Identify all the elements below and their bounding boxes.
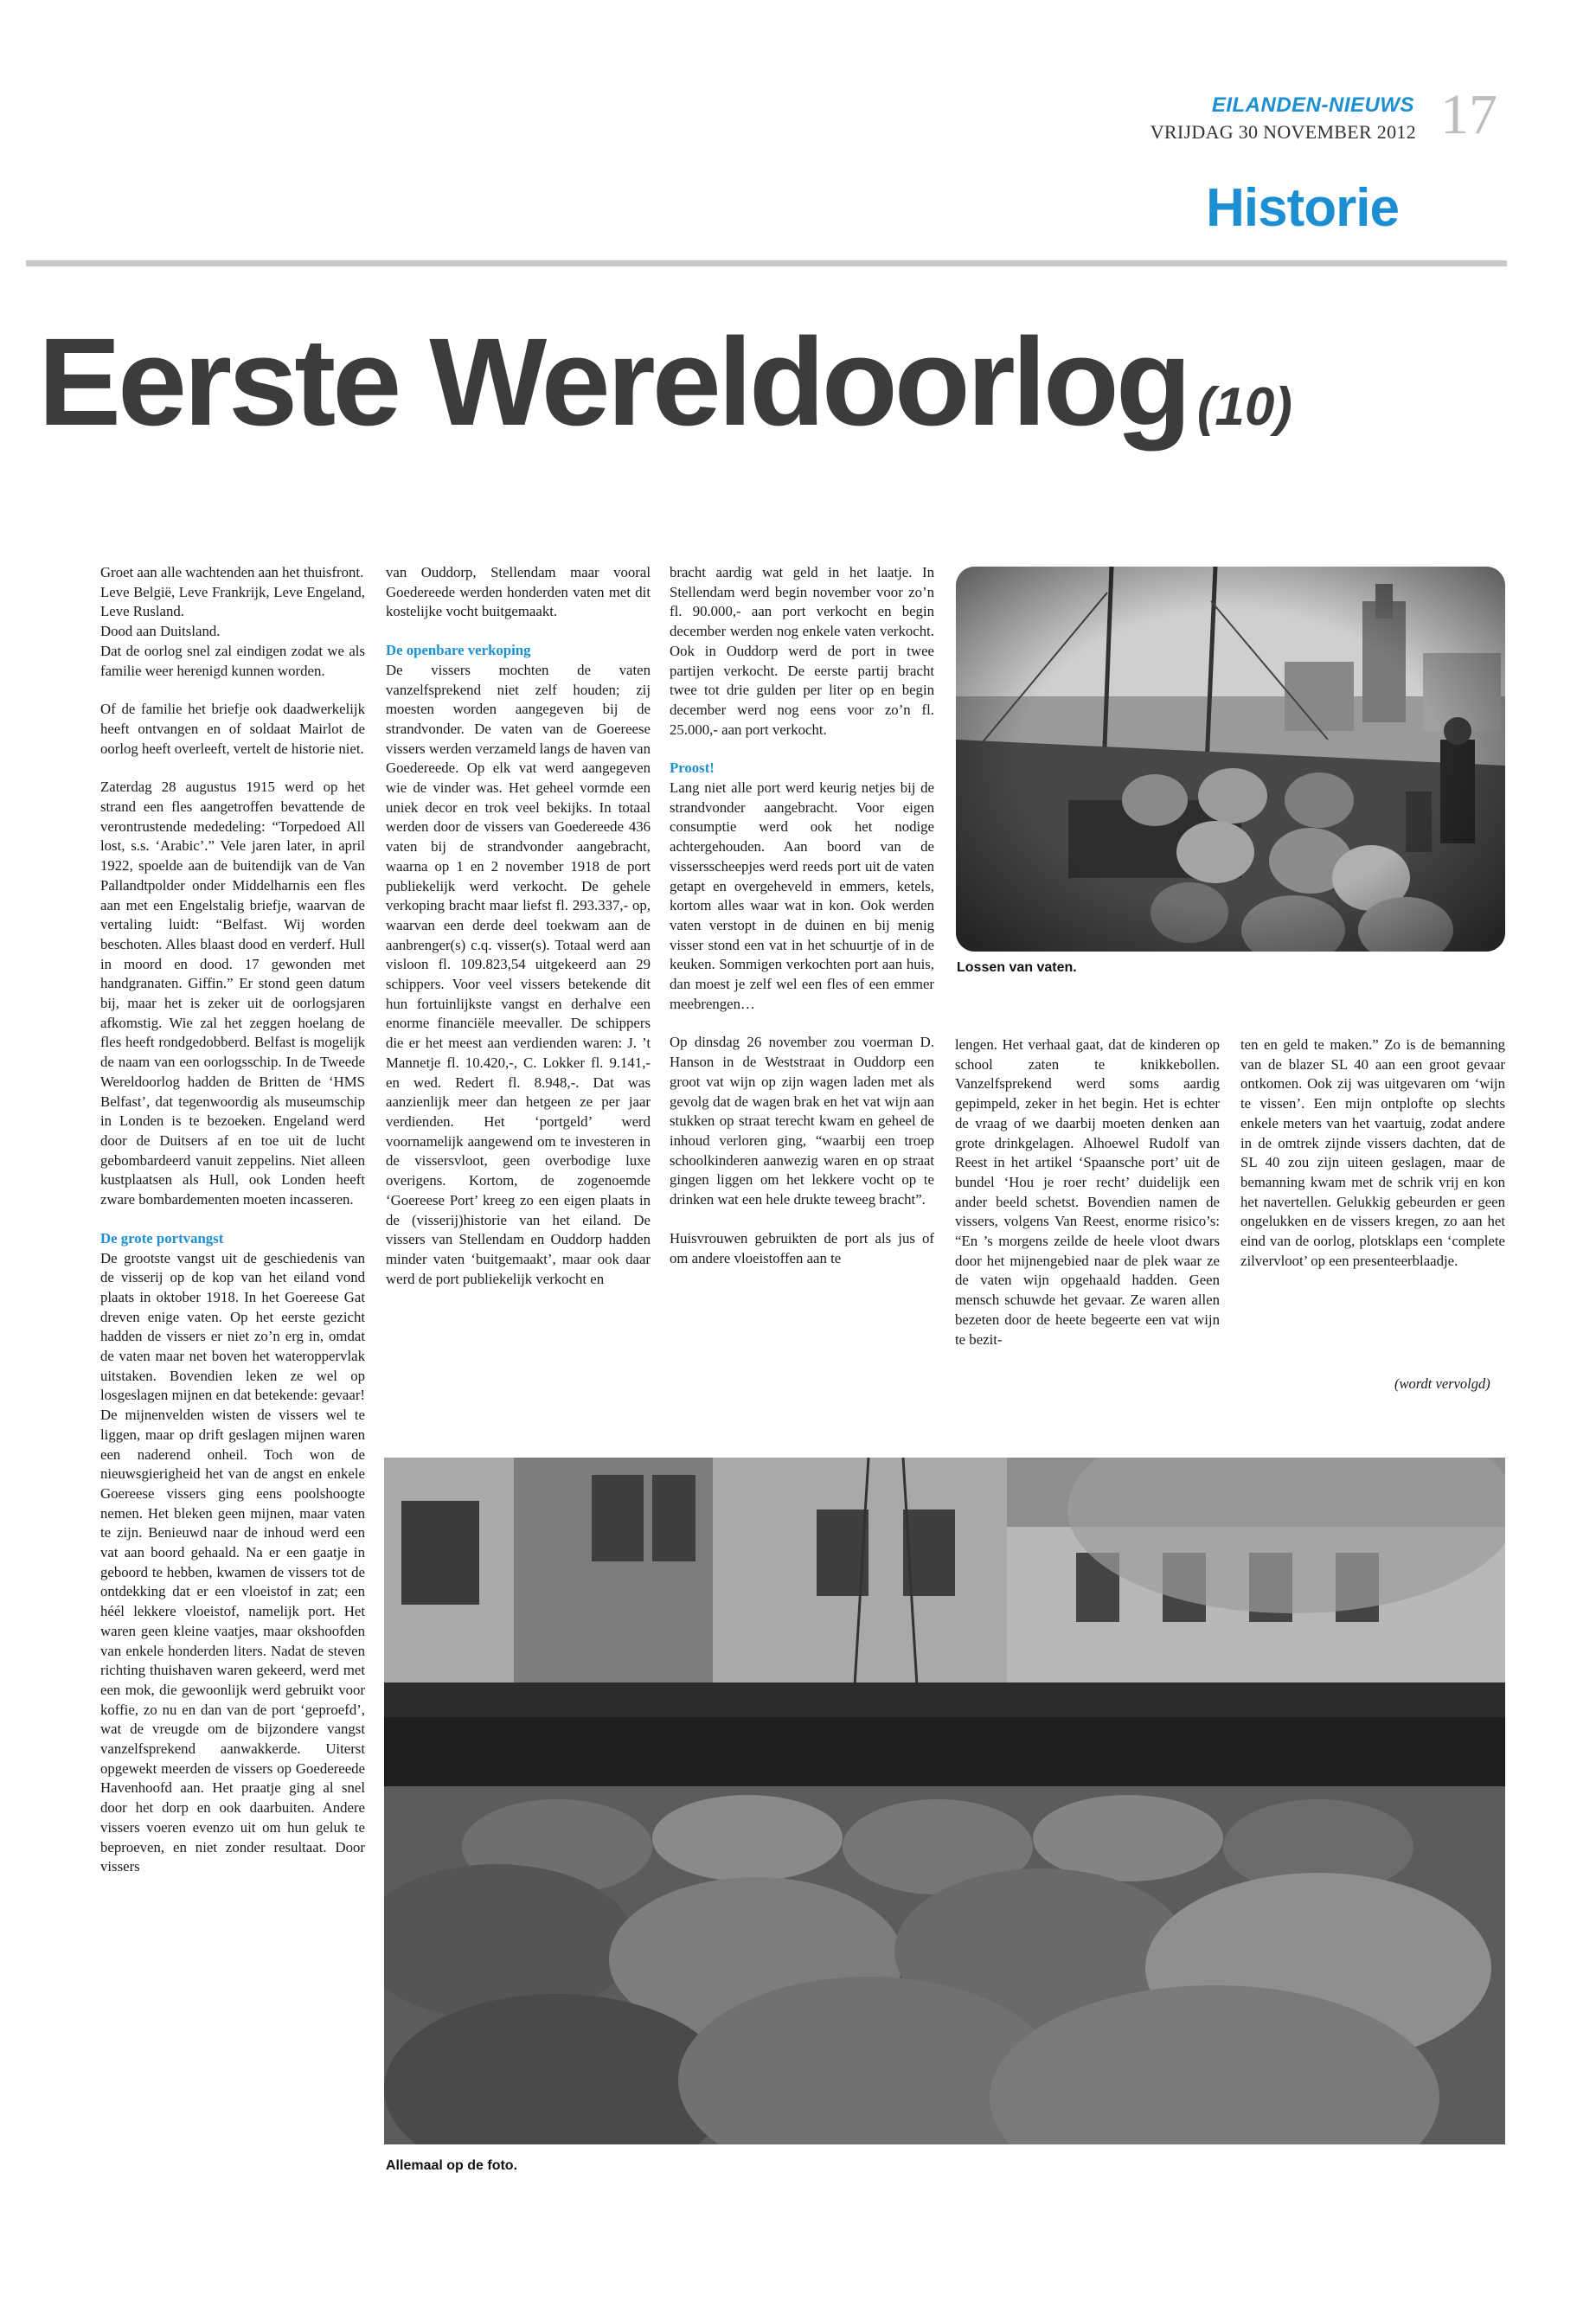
paragraph: ten en geld te maken.” Zo is de bemanning van de blazer SL 40 aan een groot gevaar ontkomen. Ook zij was uitgevaren om ‘wijn te vissen’. Een mijn ontplofte op slechts enkele meters van het vaartuig, zodat andere in de omtrek zijnde vissers dachten, dat de SL 40 zou zijn uiteen geslagen, maar de bemanning kwam met de schrik vrij en kon het navertellen. Gelukkig gebeurden er geen ongelukken en de vissers kregen, zo aan het eind van de oorlog, plotsklaps een ‘complete zilvervloot’ op een presenteerblaadje. xyxy=(1240,1036,1505,1269)
paragraph: Dat de oorlog snel zal eindigen zodat we als familie weer herenigd kunnen worden. xyxy=(100,642,365,679)
page-number: 17 xyxy=(1440,83,1497,146)
issue-date: VRIJDAG 30 NOVEMBER 2012 xyxy=(1150,121,1416,143)
paragraph-gap xyxy=(100,681,365,700)
headline-title: Eerste Wereldoorlog xyxy=(38,312,1189,452)
paragraph: Op dinsdag 26 november zou voerman D. Hanson in de Weststraat in Ouddorp een groot vat wijn op zijn wagen laden met als gevolg dat de wagen brak en het vat wijn aan stukken op straat terecht kwam en geheel de inhoud verloren ging, “waarbij een troep schoolkinderen aanwezig waren en op straat gingen liggen om het lekkere vocht op te drinken wat een hele drukte teweeg bracht”. xyxy=(670,1034,934,1208)
to-be-continued: (wordt vervolgd) xyxy=(1394,1375,1490,1392)
paragraph-gap xyxy=(670,740,934,759)
paragraph: Lang niet alle port werd keurig netjes bij de strandvonder aangebracht. Voor eigen consumptie werd ook het nodige achtergehouden. Aan boord van de vissersscheepjes werd reeds port uit de vaten getapt en overgeheveld in emmers, ketels, kortom alles waar wat in kon. Ook werden vaten verstopt in de duinen en bij menig visser stond een vat in het schuurtje of in de keuken. Sommigen verkochten port aan huis, dan moest je zelf wel een fles of een emmer meebrengen… xyxy=(670,779,934,1012)
paragraph: bracht aardig wat geld in het laatje. In Stellendam werd begin november voor zo’n fl. 90.000,- aan port verkocht en begin december werden nog enkele vaten verkocht. Ook in Ouddorp werd de port in twee partijen verkocht. De eerste partij bracht twee tot drie gulden per liter op en begin december werd nog eens voor zo’n fl. 25.000,- aan port verkocht. xyxy=(670,564,934,738)
subheading: De grote portvangst xyxy=(100,1229,224,1247)
photo-unloading-barrels-image xyxy=(956,567,1505,952)
paragraph: Of de familie het briefje ook daadwerkelijk heeft ontvangen en of soldaat Mairlot de oorlog heeft overleeft, vertelt de historie niet. xyxy=(100,701,365,757)
photo-group-with-barrels-image xyxy=(384,1458,1505,2144)
paragraph-gap xyxy=(670,1014,934,1033)
masthead: EILANDEN-NIEUWS xyxy=(1211,93,1414,117)
header-rule xyxy=(26,260,1507,266)
headline xyxy=(38,312,1292,452)
subheading: Proost! xyxy=(670,760,715,777)
paragraph: De vissers mochten de vaten vanzelfsprekend niet zelf houden; zij moesten worden aangegeven bij de strandvonder. De vaten van de Goereese vissers werden verzameld langs de haven van Goedereede. Op elk vat werd aangegeven wie de vinder was. Het geheel vormde een uniek decor en trok veel bekijks. In totaal werden door de vissers van Goedereede 436 vaten bij de strandvonder aangebracht, waarna op 1 en 2 november 1918 de port publiekelijk werd verkocht. De gehele verkoping bracht maar liefst fl. 293.337,- op, waarvan een derde deel toekwam aan de aanbrenger(s) c.q. visser(s). Totaal werd aan visloon fl. 109.823,54 uitgekeerd aan 29 schippers. Voor veel vissers betekende dit hun fortuinlijkste vangst en derhalve een enorme financiële meevaller. De schippers die er het meest aan verdienden waren: J. ’t Mannetje fl. 10.420,-, C. Lokker fl. 9.141,- en wed. Redert fl. 8.948,-. Dat was aanzienlijk meer dan hetgeen ze per jaar verdienden. Het ‘portgeld’ werd voornamelijk aangewend om te investeren in de vissersvloot, geen overbodige luxe overigens. Kortom, de zogenoemde ‘Goereese Port’ kreeg zo een eigen plaats in de (visserij)historie van het eiland. De vissers van Stellendam en Ouddorp hadden minder vaten ‘buitgemaakt’, maar ook daar werd de port publiekelijk verkocht en xyxy=(386,661,651,1287)
paragraph: Huisvrouwen gebruikten de port als jus of om andere vloeistoffen aan te xyxy=(670,1229,934,1266)
paragraph: Dood aan Duitsland. xyxy=(100,623,221,640)
section-title: Historie xyxy=(1206,178,1399,238)
paragraph-gap xyxy=(100,759,365,778)
subheading: De openbare verkoping xyxy=(386,642,531,659)
caption-top-photo: Lossen van vaten. xyxy=(957,960,1077,975)
paragraph-gap xyxy=(670,1210,934,1229)
photo-unloading-barrels xyxy=(956,567,1505,952)
article-column-2 xyxy=(386,563,651,1289)
article-column-5 xyxy=(1240,1035,1505,1271)
paragraph: van Ouddorp, Stellendam maar vooral Goedereede werden honderden vaten met dit kostelijke vocht buitgemaakt. xyxy=(386,564,651,620)
paragraph: Leve België, Leve Frankrijk, Leve Engeland, Leve Rusland. xyxy=(100,583,365,620)
headline-part: (10) xyxy=(1196,377,1292,437)
paragraph-gap xyxy=(100,1210,365,1229)
article-column-3 xyxy=(670,563,934,1268)
article-column-1 xyxy=(100,563,365,1877)
paragraph: De grootste vangst uit de geschiedenis van de visserij op de kop van het eiland vond plaats in oktober 1918. In het Goereese Gat dreven enige vaten. Op het eerste gezicht hadden de vissers er niet zo’n erg in, omdat de vaten maar net boven het wateroppervlak uitstaken. Bovendien leken ze wel op losgeslagen mijnen en dat betekende: gevaar! De mijnenvelden wisten de vissers wel te liggen, maar op drift geslagen mijnen waren een naderend onheil. Toch won de nieuwsgierigheid het van de angst en enkele Goereese vissers ging eens poolshoogte nemen. Het bleken geen mijnen, maar vaten te zijn. Benieuwd naar de inhoud werd een vat aan boord gehaald. Na er een gaatje in geboord te hebben, kwamen de vissers tot de ontdekking dat er een vloeistof in zat; een héél lekkere vloeistof, namelijk port. Het waren geen kleine vaatjes, maar okshoofden van enkele honderden liters. Nadat de steven richting thuishaven waren gekeerd, werd met een mok, die gewoonlijk werd gebruikt voor koffie, zo nu en dan van de port ‘geproefd’, wat de vreugde om de bijzondere vangst vanzelfsprekend aanwakkerde. Uiterst opgewekt meerden de vissers op Goedereede Havenhoofd aan. Het praatje ging al snel door het dorp en ook daarbuiten. Andere vissers voeren evenzo uit om hun geluk te beproeven, en niet zonder resultaat. Door vissers xyxy=(100,1249,365,1875)
paragraph: Zaterdag 28 augustus 1915 werd op het strand een fles aangetroffen bevattende de verontrustende mededeling: “Torpedoed All lost, s.s. ‘Arabic’.” Vele jaren later, in april 1922, spoelde aan de buitendijk van de Van Pallandtpolder onder Middelharnis een fles aan met een Engelstalig briefje, waarvan de vertaling luidt: “Belfast. Wij worden beschoten. Alles blaast dood en verderf. Hull in moord en dood. 17 gewonden met handgranaten. Giffin.” Er stond geen datum bij, maar het is zeker uit de oorlogsjaren afkomstig. Wie zal het zeggen hoelang de fles heeft rondgedobberd. Belfast is mogelijk de naam van een oorlogsschip. In de Tweede Wereldoorlog hadden de Britten de ‘HMS Belfast’, dat tegenwoordig als museumschip in Londen is te bezoeken. Engeland werd door de Duitsers af en toe uit de lucht gebombardeerd vanuit zeppelins. Niet alleen kustplaatsen als Hull, ook Londen heeft zware bombardementen moeten incasseren. xyxy=(100,779,365,1208)
paragraph: Groet aan alle wachtenden aan het thuisfront. xyxy=(100,564,364,580)
paragraph-gap xyxy=(386,622,651,641)
caption-bottom-photo: Allemaal op de foto. xyxy=(386,2158,518,2173)
article-column-4 xyxy=(955,1035,1220,1349)
paragraph: lengen. Het verhaal gaat, dat de kinderen op school zaten te knikkebollen. Vanzelfsprekend werd soms aardig gepimpeld, zeker in het begin. Het is echter de vraag of we daarbij moeten denken aan grote drinkgelagen. Alhoewel Rudolf van Reest in het artikel ‘Spaansche port’ uit de bundel ‘Hou je roer recht’ duidelijk een ander beeld schetst. Bovendien namen de vissers, volgens Van Reest, enorme risico’s: “En ’s morgens zeilde de heele vloot dwars door het mijnengebied naar de plek waar ze de vaten wijn opgehaald hadden. Geen mensch schuwde het gevaar. Ze waren allen bezeten door de heete begeerte een vat wijn te bezit- xyxy=(955,1036,1220,1348)
photo-group-with-barrels xyxy=(384,1458,1505,2144)
